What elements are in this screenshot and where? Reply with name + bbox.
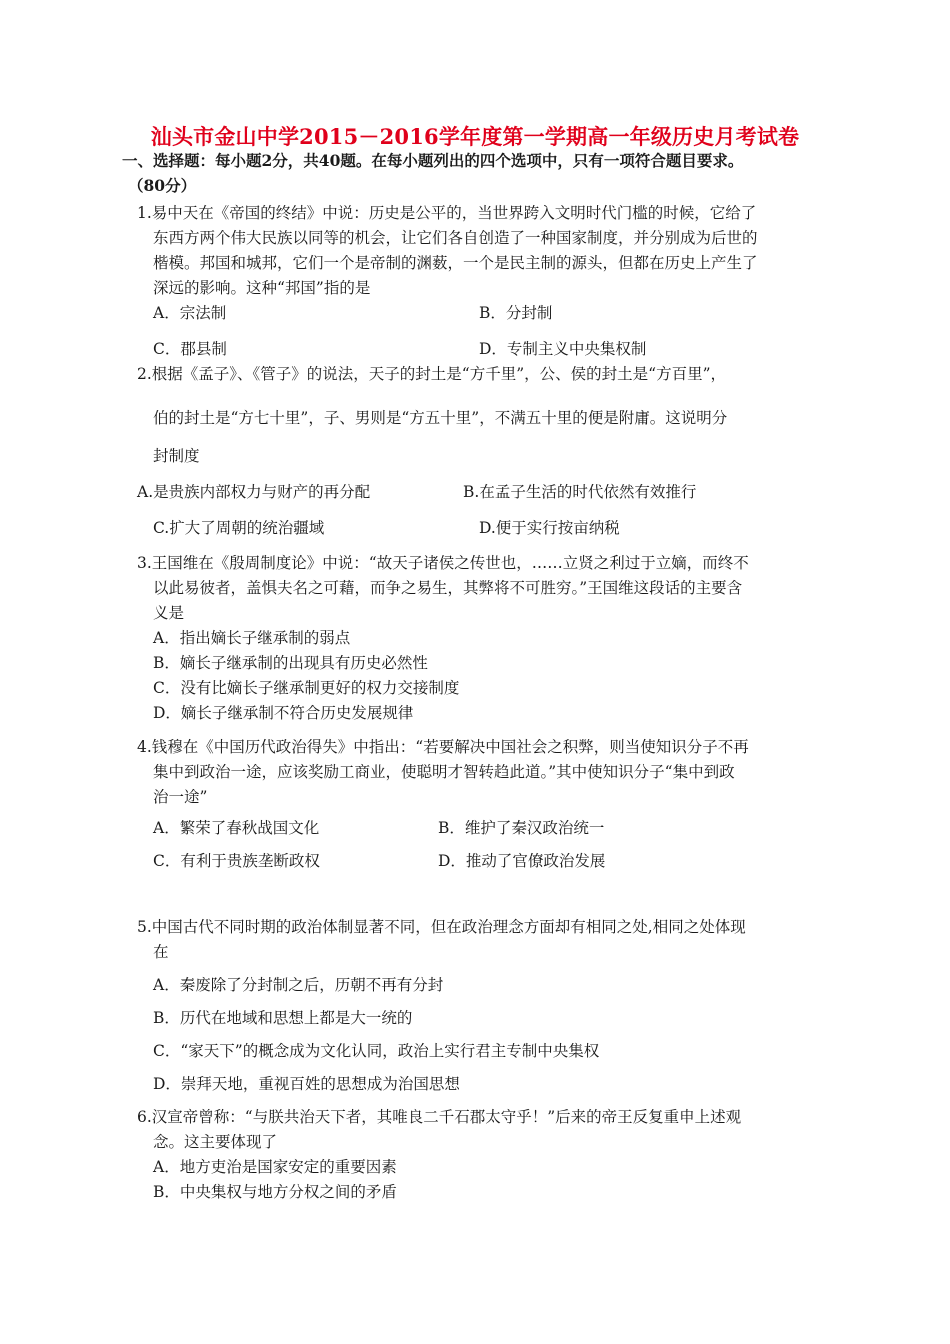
question-text-line: 4.钱穆在《中国历代政治得失》中指出：“若要解决中国社会之积弊，则当使知识分子不再 bbox=[137, 738, 749, 756]
option-b: B．维护了秦汉政治统一 bbox=[438, 819, 605, 837]
option-c: C.扩大了周朝的统治疆域 bbox=[153, 519, 325, 537]
section-heading: 一、选择题：每小题2分，共40题。在每小题列出的四个选项中，只有一项符合题目要求。 bbox=[122, 151, 744, 170]
option-a: A.是贵族内部权力与财产的再分配 bbox=[137, 483, 371, 501]
question-text-line: 封制度 bbox=[153, 447, 200, 465]
question-text-line: 伯的封土是“方七十里”，子、男则是“方五十里”，不满五十里的便是附庸。这说明分 bbox=[153, 409, 728, 427]
question-text-line: 以此易彼者，盖惧夫名之可藉，而争之易生，其弊将不可胜穷。”王国维这段话的主要含 bbox=[153, 579, 743, 597]
option-b: B．分封制 bbox=[479, 304, 553, 322]
section-score: （80分） bbox=[128, 176, 197, 195]
option-a: A．秦废除了分封制之后，历朝不再有分封 bbox=[153, 976, 444, 994]
question-text-line: 治一途” bbox=[153, 788, 208, 806]
option-b: B．嫡长子继承制的出现具有历史必然性 bbox=[153, 654, 428, 672]
option-d: D．崇拜天地，重视百姓的思想成为治国思想 bbox=[153, 1075, 460, 1093]
question-text-line: 楷模。邦国和城邦，它们一个是帝制的渊薮，一个是民主制的源头，但都在历史上产生了 bbox=[153, 254, 758, 272]
option-a: A．繁荣了春秋战国文化 bbox=[153, 819, 320, 837]
question-text-line: 东西方两个伟大民族以同等的机会，让它们各自创造了一种国家制度，并分别成为后世的 bbox=[153, 229, 758, 247]
option-b: B．历代在地域和思想上都是大一统的 bbox=[153, 1009, 413, 1027]
option-d: D．专制主义中央集权制 bbox=[479, 340, 647, 358]
option-c: C．“家天下”的概念成为文化认同，政治上实行君主专制中央集权 bbox=[153, 1042, 600, 1060]
question-text-line: 5.中国古代不同时期的政治体制显著不同，但在政治理念方面却有相同之处,相同之处体现 bbox=[137, 918, 746, 936]
question-text-line: 6.汉宣帝曾称：“与朕共治天下者，其唯良二千石郡太守乎！”后来的帝王反复重申上述观 bbox=[137, 1108, 742, 1126]
exam-title: 汕头市金山中学2015－2016学年度第一学期高一年级历史月考试卷 bbox=[150, 124, 800, 149]
option-a: A．地方吏治是国家安定的重要因素 bbox=[153, 1158, 397, 1176]
option-b: B.在孟子生活的时代依然有效推行 bbox=[463, 483, 697, 501]
option-c: C．没有比嫡长子继承制更好的权力交接制度 bbox=[153, 679, 460, 697]
option-c: C．郡县制 bbox=[153, 340, 227, 358]
option-a: A．指出嫡长子继承制的弱点 bbox=[153, 629, 351, 647]
option-d: D．推动了官僚政治发展 bbox=[438, 852, 606, 870]
question-text-line: 义是 bbox=[153, 604, 185, 622]
question-text-line: 3.王国维在《殷周制度论》中说：“故天子诸侯之传世也，……立贤之利过于立嫡，而终不 bbox=[137, 554, 749, 572]
question-text-line: 集中到政治一途，应该奖励工商业，使聪明才智转趋此道。”其中使知识分子“集中到政 bbox=[153, 763, 735, 781]
question-text-line: 念。这主要体现了 bbox=[153, 1133, 278, 1151]
question-text-line: 2.根据《孟子》、《管子》的说法，天子的封土是“方千里”，公、侯的封土是“方百里”， bbox=[137, 365, 726, 383]
question-text-line: 深远的影响。这种“邦国”指的是 bbox=[153, 279, 371, 297]
option-d: D．嫡长子继承制不符合历史发展规律 bbox=[153, 704, 414, 722]
question-text-line: 1.易中天在《帝国的终结》中说：历史是公平的，当世界跨入文明时代门槛的时候，它给了 bbox=[137, 204, 757, 222]
option-c: C．有利于贵族垄断政权 bbox=[153, 852, 320, 870]
option-a: A．宗法制 bbox=[153, 304, 227, 322]
option-b: B．中央集权与地方分权之间的矛盾 bbox=[153, 1183, 397, 1201]
question-text-line: 在 bbox=[153, 943, 169, 961]
option-d: D.便于实行按亩纳税 bbox=[479, 519, 620, 537]
